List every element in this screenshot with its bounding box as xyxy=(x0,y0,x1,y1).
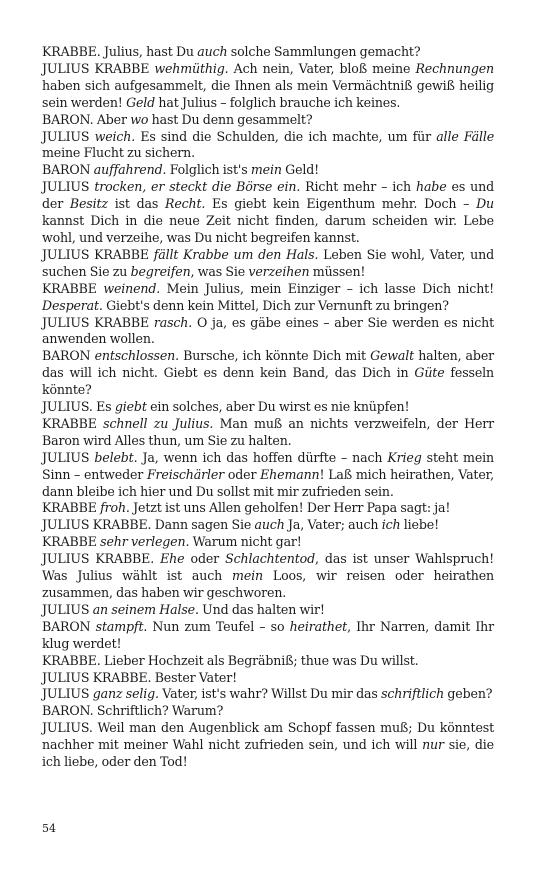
page-number: 54 xyxy=(42,822,56,835)
dialogue-paragraph xyxy=(42,162,494,179)
stage-direction-text: nur xyxy=(422,737,444,753)
stage-direction-text: habe xyxy=(415,179,447,195)
stage-direction-text: sehr verlegen. xyxy=(100,534,190,550)
stage-direction-text: wehmüthig. xyxy=(154,60,229,76)
dialogue-text: Bursche, ich könnte Dich mit xyxy=(178,348,371,364)
stage-direction-text: Du xyxy=(476,196,494,212)
dialogue-paragraph xyxy=(42,602,494,619)
stage-direction-text: auffahrend. xyxy=(93,162,167,178)
dialogue-text: KRABBE xyxy=(42,415,104,431)
dialogue-paragraph xyxy=(42,416,494,450)
stage-direction-text: Rechnungen xyxy=(415,60,494,76)
dialogue-paragraph xyxy=(42,551,494,602)
dialogue-paragraph xyxy=(42,517,494,534)
dialogue-text: Man muß an nichts verzweifeln, der Herr Baron wird Alles thun, um Sie zu halten. xyxy=(42,415,494,448)
dialogue-paragraph xyxy=(42,703,494,720)
dialogue-text: BARON xyxy=(42,162,94,178)
stage-direction-text: rasch. xyxy=(153,314,193,330)
dialogue-text: KRABBE xyxy=(42,500,101,516)
dialogue-text: Und das halten wir! xyxy=(198,601,325,617)
stage-direction-text: Besitz xyxy=(69,196,108,212)
dialogue-text: Geld! xyxy=(281,162,320,178)
stage-direction-text: auch xyxy=(197,44,228,59)
dialogue-text: JULIUS xyxy=(42,601,93,617)
stage-direction-text: belebt. xyxy=(94,449,138,465)
stage-direction-text: Güte xyxy=(414,365,445,381)
dialogue-text: JULIUS xyxy=(42,686,93,702)
dialogue-text: liebe! xyxy=(400,517,439,533)
dialogue-text: , das ist unser Wahlspruch! Was Julius wählt ist auch xyxy=(42,551,494,584)
dialogue-text: JULIUS. Es xyxy=(42,399,115,415)
dialogue-text: Warum nicht gar! xyxy=(189,534,302,550)
dialogue-text: sie, die ich liebe, oder den Tod! xyxy=(42,737,494,770)
dialogue-paragraph xyxy=(42,720,494,771)
dialogue-text: KRABBE. Julius, hast Du xyxy=(42,44,198,59)
dialogue-text: halten, aber das will ich nicht. Giebt es denn kein Band, das Dich in xyxy=(42,348,495,381)
dialogue-text: Folglich ist's xyxy=(166,162,251,178)
stage-direction-text: froh. xyxy=(100,500,130,516)
stage-direction-text: Geld xyxy=(126,94,156,110)
dialogue-text: Ja, wenn ich das hoffen dürfte – nach xyxy=(137,449,388,465)
dialogue-text: müssen! xyxy=(309,263,366,279)
dialogue-text: JULIUS KRABBE. Bester Vater! xyxy=(42,669,237,685)
stage-direction-text: auch xyxy=(254,517,285,533)
dialogue-text: ein solches, aber Du wirst es nie knüpfen! xyxy=(146,399,410,415)
dialogue-text: Nun zum Teufel – so xyxy=(147,618,290,634)
dialogue-paragraph xyxy=(42,653,494,670)
dialogue-paragraph xyxy=(42,44,494,61)
stage-direction-text: begreifen xyxy=(130,263,191,279)
dialogue-text: O ja, es gäbe eines – aber Sie werden es nicht anwenden wollen. xyxy=(42,314,494,347)
stage-direction-text: mein xyxy=(232,568,263,584)
dialogue-text: ! Laß mich heirathen, Vater, dann bleibe ich hier und Du sollst mit mir zufrieden sein. xyxy=(42,466,494,499)
stage-direction-text: schriftlich xyxy=(381,686,445,702)
stage-direction-text: Schlachtentod xyxy=(225,551,315,567)
dialogue-text: Vater, ist's wahr? Willst Du mir das xyxy=(158,686,382,702)
dialogue-text: Jetzt ist uns Allen geholfen! Der Herr Papa sagt: ja! xyxy=(129,500,451,516)
dialogue-text: JULIUS xyxy=(42,449,95,465)
dialogue-paragraph xyxy=(42,348,494,399)
dialogue-paragraph xyxy=(42,112,494,129)
stage-direction-text: stampft. xyxy=(95,618,148,634)
stage-direction-text: Ehemann xyxy=(260,466,320,482)
dialogue-text: hat Julius – folglich brauche ich keines. xyxy=(155,94,401,110)
dialogue-text: Es giebt kein Eigenthum mehr. Doch – xyxy=(205,196,477,212)
dialogue-paragraph xyxy=(42,129,494,163)
dialogue-text: KRABBE xyxy=(42,534,101,550)
stage-direction-text: weinend. xyxy=(103,280,161,296)
dialogue-text: Leben Sie wohl, Vater, und suchen Sie zu xyxy=(42,246,494,279)
dialogue-text: JULIUS xyxy=(42,128,95,144)
dialogue-text: oder xyxy=(224,466,261,482)
stage-direction-text: mein xyxy=(250,162,282,178)
dialogue-text: JULIUS KRABBE xyxy=(42,246,154,262)
dialogue-text: Mein Julius, mein Einziger – ich lasse Dich nicht! xyxy=(160,280,494,296)
stage-direction-text: ganz selig. xyxy=(92,686,159,702)
dialogue-text: BARON xyxy=(42,348,95,364)
dialogue-text: kannst Dich in die neue Zeit nicht finden, darum scheiden wir. Lebe wohl, und verzeihe, was Du nicht begreifen kannst. xyxy=(42,213,494,245)
dialogue-text: oder xyxy=(184,551,226,567)
stage-direction-text: Gewalt xyxy=(370,348,415,364)
stage-direction-text: Freischärler xyxy=(146,466,225,482)
dialogue-paragraph xyxy=(42,686,494,703)
dialogue-text: JULIUS KRABBE xyxy=(42,60,155,76)
stage-direction-text: Ehe xyxy=(160,551,185,567)
dialogue-text: BARON xyxy=(42,618,96,634)
dialogue-text: Loos, wir reisen oder heirathen zusammen, das haben wir geschworen. xyxy=(42,568,494,600)
dialogue-paragraph xyxy=(42,619,494,653)
dialogue-text: JULIUS xyxy=(42,179,95,195)
dialogue-text: Es sind die Schulden, die ich machte, um für xyxy=(135,128,437,144)
stage-direction-text: giebt xyxy=(114,399,147,415)
dialogue-paragraph xyxy=(42,450,494,501)
dialogue-text: , was Sie xyxy=(190,263,249,279)
dialogue-text: geben? xyxy=(444,686,493,702)
stage-direction-text: alle Fälle xyxy=(436,128,495,144)
dialogue-text: Ja, Vater; auch xyxy=(284,517,382,533)
dialogue-text: Ach nein, Vater, bloß meine xyxy=(228,60,416,76)
stage-direction-text: heirathet xyxy=(289,618,348,634)
dialogue-text: Giebt's denn kein Mittel, Dich zur Vernunft zu bringen? xyxy=(102,297,449,313)
dialogue-paragraph xyxy=(42,179,494,247)
stage-direction-text: Desperat. xyxy=(42,297,103,313)
stage-direction-text: wo xyxy=(130,111,149,127)
dialogue-paragraph xyxy=(42,670,494,687)
dialogue-text: , Ihr Narren, damit Ihr klug werdet! xyxy=(42,618,494,651)
stage-direction-text: trocken, er steckt die Börse ein. xyxy=(94,179,301,195)
dialogue-text: ist das xyxy=(107,196,165,212)
dialogue-text: JULIUS KRABBE. xyxy=(42,551,161,567)
dialogue-paragraph xyxy=(42,281,494,315)
dialogue-text: KRABBE xyxy=(42,280,104,296)
dialogue-text: JULIUS KRABBE xyxy=(42,314,154,330)
dialogue-paragraph xyxy=(42,315,494,349)
dialogue-text: KRABBE. Lieber Hochzeit als Begräbniß; thue was Du willst. xyxy=(42,652,419,668)
dialogue-text: BARON. Aber xyxy=(42,111,131,127)
stage-direction-text: verzeihen xyxy=(248,263,310,279)
page-body xyxy=(42,44,494,771)
dialogue-text: es und der xyxy=(42,179,494,212)
dialogue-text: Richt mehr – ich xyxy=(300,179,416,195)
stage-direction-text: Recht. xyxy=(164,196,206,212)
dialogue-text: steht mein Sinn – entweder xyxy=(42,449,494,482)
dialogue-paragraph xyxy=(42,500,494,517)
stage-direction-text: schnell zu Julius. xyxy=(103,415,214,431)
stage-direction-text: entschlossen. xyxy=(94,348,179,364)
stage-direction-text: fällt Krabbe um den Hals. xyxy=(153,246,319,262)
dialogue-text: hast Du denn gesammelt? xyxy=(148,111,313,127)
dialogue-text: fesseln könnte? xyxy=(42,365,494,398)
dialogue-text: JULIUS KRABBE. Dann sagen Sie xyxy=(42,517,255,533)
dialogue-text: solche Sammlungen gemacht? xyxy=(227,44,421,59)
dialogue-text: meine Flucht zu sichern. xyxy=(42,145,195,161)
dialogue-paragraph xyxy=(42,534,494,551)
stage-direction-text: an seinem Halse. xyxy=(92,601,199,617)
dialogue-text: haben sich aufgesammelt, die Ihnen als mein Vermächtniß gewiß heilig sein werden! xyxy=(42,77,494,110)
dialogue-paragraph xyxy=(42,247,494,281)
dialogue-text: BARON. Schriftlich? Warum? xyxy=(42,703,224,719)
stage-direction-text: ich xyxy=(381,517,401,533)
dialogue-paragraph xyxy=(42,61,494,112)
stage-direction-text: weich. xyxy=(94,128,136,144)
dialogue-paragraph xyxy=(42,399,494,416)
dialogue-text: JULIUS. Weil man den Augenblick am Schopf fassen muß; Du könntest nachher mit meiner Wahl nicht zufrieden sein, und ich will xyxy=(42,720,494,753)
stage-direction-text: Krieg xyxy=(387,449,422,465)
